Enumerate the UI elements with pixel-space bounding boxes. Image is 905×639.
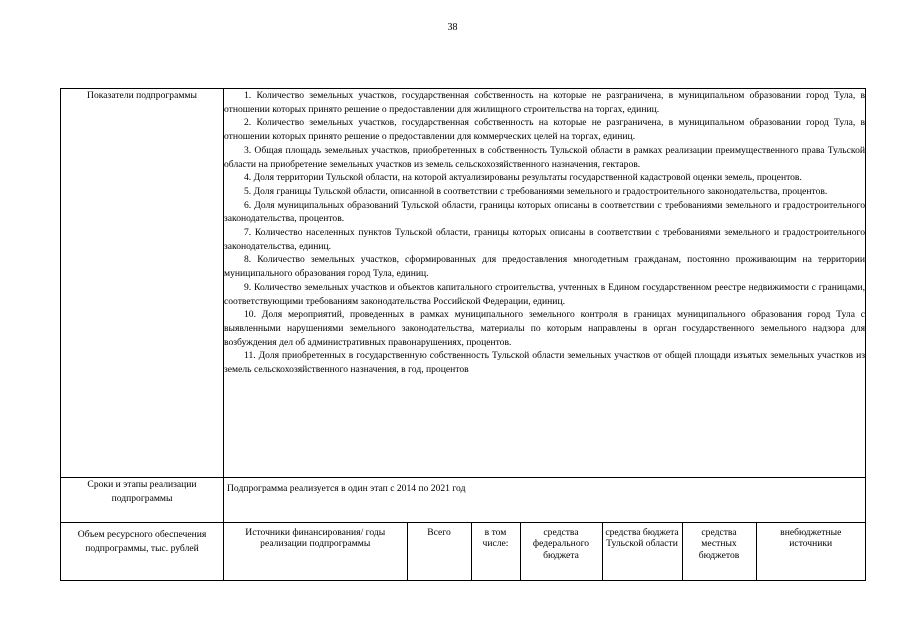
indicator-item: 4. Доля территории Тульской области, на которой актуализированы результаты государственной кадастровой оценки земель, процентов. — [244, 172, 802, 184]
indicator-item: 8. Количество земельных участков, сформированных для предоставления многодетным гражданам, постоянно проживающим на территории муниципального образования город Тула, единиц. — [224, 254, 865, 280]
indicators-label: Показатели подпрограммы — [61, 89, 224, 478]
column-header: внебюджетные источники — [756, 523, 865, 580]
indicator-item: 5. Доля границы Тульской области, описанной в соответствии с требованиями земельного и градостроительного законодательства, процентов. — [244, 185, 828, 197]
indicator-item: 11. Доля приобретенных в государственную собственность Тульской области земельных участков от общей площади изъятых земельных участков из земель сельскохозяйственного назначения, в год, процентов — [224, 350, 865, 376]
column-header: Всего — [407, 523, 471, 580]
column-header: в том числе: — [471, 523, 520, 580]
indicators-content — [224, 89, 866, 478]
indicator-item: 1. Количество земельных участков, государственная собственность на которые не разграничена, в муниципальном образовании город Тула, в отношении которых принято решение о предоставлении для жилищного строительства на торгах, единиц. — [224, 90, 865, 115]
indicator-item: 9. Количество земельных участков и объектов капитального строительства, учтенных в Едином государственном реестре недвижимости с границами, соответствующими требованиям законодательства Российской Федерации, единиц. — [224, 281, 865, 307]
resources-row — [61, 523, 866, 581]
page-number: 38 — [447, 22, 458, 33]
terms-label: Сроки и этапы реализации подпрограммы — [61, 478, 224, 523]
resources-label: Объем ресурсного обеспечения подпрограммы, тыс. рублей — [61, 523, 224, 581]
column-header: средства бюджета Тульской области — [602, 523, 682, 580]
terms-content: Подпрограмма реализуется в один этап с 2014 по 2021 год — [224, 478, 866, 523]
indicator-item: 2. Количество земельных участков, государственная собственность на которые не разграничена, в муниципальном образовании город Тула, в отношении которых принято решение о предоставлении для коммерческих целей на торгах, единиц. — [224, 117, 865, 143]
indicator-item: 7. Количество населенных пунктов Тульской области, границы которых описаны в соответствии с требованиями земельного и градостроительного законодательства, единиц. — [224, 227, 865, 252]
column-header: средства федерального бюджета — [520, 523, 602, 580]
column-header: средства местных бюджетов — [682, 523, 756, 580]
funding-header-row — [224, 523, 865, 580]
indicators-row — [61, 89, 866, 478]
indicator-item: 10. Доля мероприятий, проведенных в рамках муниципального земельного контроля в границах муниципального образования город Тула с выявленными нарушениями земельного законодательства, материалы по которым направлены в орган государственного земельного надзора для возбуждения дел об административных правонарушениях, процентов. — [224, 309, 865, 348]
indicator-item: 6. Доля муниципальных образований Тульской области, границы которых описаны в соответствии с требованиями земельного и градостроительного законодательства, процентов. — [224, 199, 865, 225]
resources-content — [224, 523, 866, 581]
column-header: Источники финансирования/ годы реализации подпрограммы — [245, 527, 386, 550]
subprogram-passport-table — [60, 88, 866, 581]
indicator-item: 3. Общая площадь земельных участков, приобретенных в собственность Тульской области в рамках реализации преимущественного права Тульской области на приобретение земельных участков из земель сельскохозяйственного назначения, гектаров. — [224, 144, 865, 170]
terms-row — [61, 478, 866, 523]
funding-header-table — [224, 523, 865, 580]
